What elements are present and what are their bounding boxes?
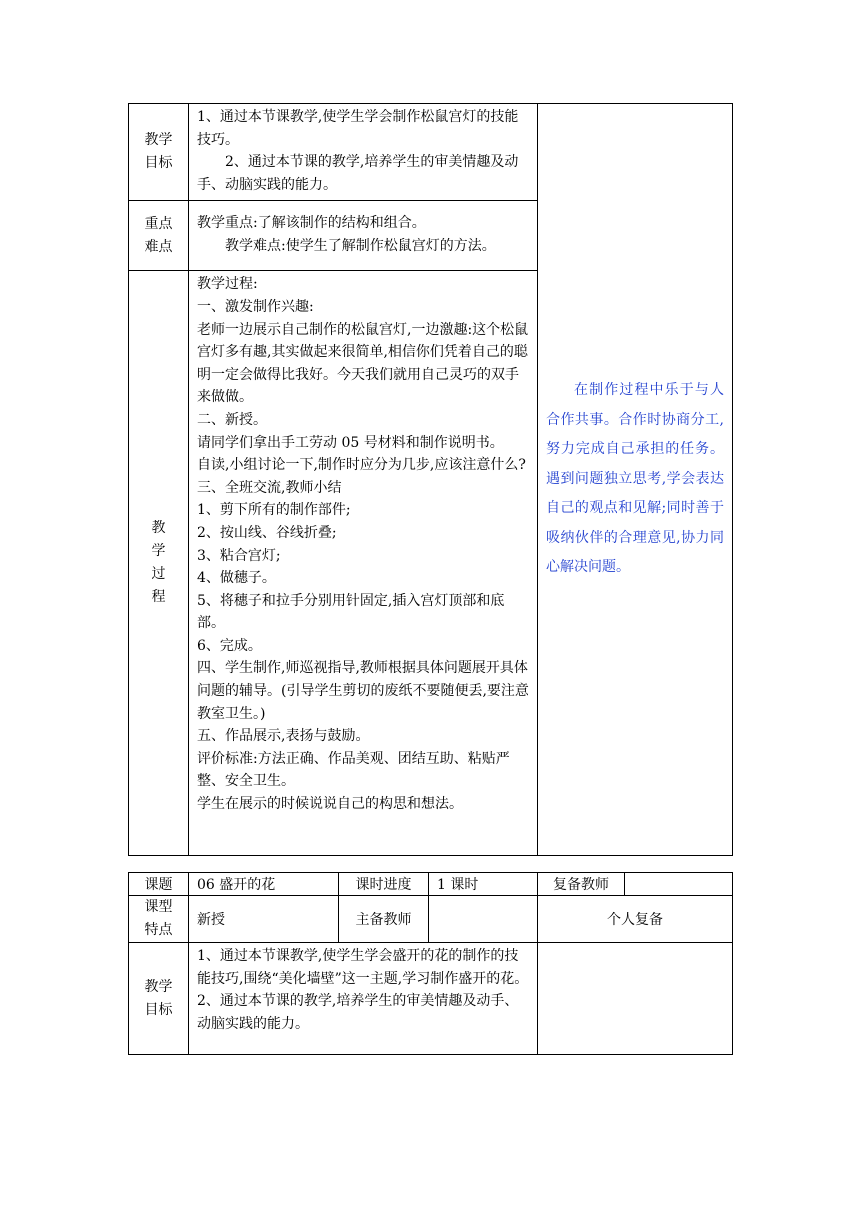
process-line: 三、全班交流,教师小结 — [197, 479, 342, 496]
progress-value: 1 课时 — [429, 873, 538, 896]
objectives-row — [129, 104, 733, 201]
process-line: 评价标准:方法正确、作品美观、团结互助、粘贴严整、安全卫生。 — [197, 750, 510, 790]
objectives-content-2 — [189, 943, 538, 1055]
progress-label: 课时进度 — [339, 873, 429, 896]
process-line: 6、完成。 — [197, 637, 262, 654]
process-content — [189, 271, 538, 856]
process-line: 自读,小组讨论一下,制作时应分为几步,应该注意什么? — [197, 457, 526, 474]
personal-prep-content — [538, 943, 733, 1055]
process-line: 一、激发制作兴趣: — [197, 298, 314, 315]
type-row — [129, 896, 733, 943]
objectives-content — [189, 104, 538, 201]
topic-value: 06 盛开的花 — [189, 873, 339, 896]
objective-line-1: 1、通过本节课教学,使学生学会盛开的花的制作的技能技巧,围绕“美化墙壁”这一主题,学习制作盛开的花。 — [197, 948, 529, 987]
process-label: 教 学 过 程 — [129, 271, 189, 856]
personal-prep-label: 个人复备 — [538, 896, 733, 943]
lesson-table-2 — [128, 872, 733, 1055]
process-line: 3、粘合宫灯; — [197, 547, 281, 564]
objectives-label-2: 教学 目标 — [129, 943, 189, 1055]
process-line: 四、学生制作,师巡视指导,教师根据具体问题展开具体问题的辅导。(引导学生剪切的废纸不要随便丢,要注意教室卫生。) — [197, 660, 529, 722]
prep-teacher-value — [625, 873, 733, 896]
process-line: 教学过程: — [197, 276, 258, 293]
objective-line-1: 1、通过本节课教学,使学生学会制作松鼠宫灯的技能技巧。 — [197, 109, 519, 148]
topic-label: 课题 — [129, 873, 189, 896]
process-line: 1、剪下所有的制作部件; — [197, 502, 351, 519]
main-teacher-label: 主备教师 — [339, 896, 429, 943]
objective-line-2: 2、通过本节课的教学,培养学生的审美情趣及动手、动脑实践的能力。 — [197, 993, 519, 1032]
objectives-label: 教学 目标 — [129, 104, 189, 201]
process-line: 老师一边展示自己制作的松鼠宫灯,一边激趣:这个松鼠宫灯多有趣,其实做起来很简单,相信你们凭着自己的聪明一定会做得比我好。今天我们就用自己灵巧的双手来做做。 — [197, 321, 529, 406]
objective-line-2: 2、通过本节课的教学,培养学生的审美情趣及动手、动脑实践的能力。 — [197, 154, 519, 193]
objectives-row-2 — [129, 943, 733, 1055]
side-note: 在制作过程中乐于与人合作共事。合作时协商分工,努力完成自己承担的任务。遇到问题独立思考,学会表达自己的观点和见解;同时善于吸纳伙伴的合理意见,协力同心解决问题。 — [538, 104, 733, 856]
type-value: 新授 — [189, 896, 339, 943]
process-line: 五、作品展示,表扬与鼓励。 — [197, 728, 370, 745]
process-line: 请同学们拿出手工劳动 05 号材料和制作说明书。 — [197, 434, 504, 451]
lesson-table-1 — [128, 103, 733, 856]
key-points-content — [189, 201, 538, 271]
process-line: 4、做穗子。 — [197, 570, 276, 587]
process-line: 学生在展示的时候说说自己的构思和想法。 — [197, 796, 463, 813]
key-points-label: 重点 难点 — [129, 201, 189, 271]
prep-teacher-label: 复备教师 — [538, 873, 625, 896]
key-point-line: 教学重点:了解该制作的结构和组合。 — [197, 215, 426, 232]
type-label: 课型 特点 — [129, 896, 189, 943]
process-line: 5、将穗子和拉手分别用针固定,插入宫灯顶部和底部。 — [197, 592, 505, 632]
topic-row — [129, 873, 733, 896]
process-line: 2、按山线、谷线折叠; — [197, 524, 337, 541]
difficulty-line: 教学难点:使学生了解制作松鼠宫灯的方法。 — [225, 237, 496, 254]
main-teacher-value — [429, 896, 538, 943]
process-line: 二、新授。 — [197, 411, 267, 428]
